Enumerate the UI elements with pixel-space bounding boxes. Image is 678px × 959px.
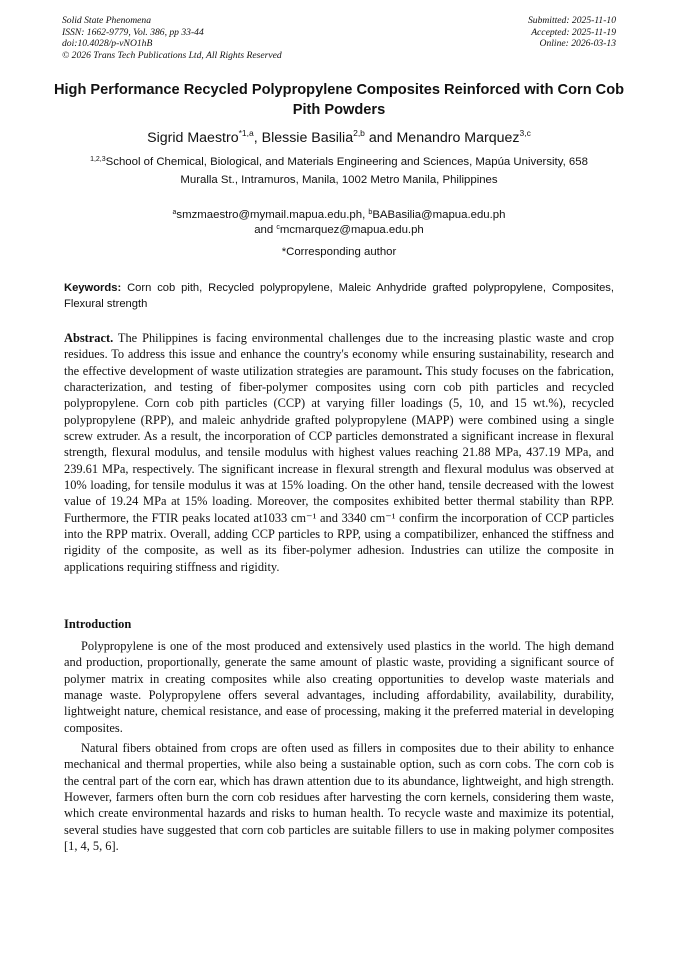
paragraph: Polypropylene is one of the most produced and extensively used plastics in the world. The high demand and production, proportionally, generate the same amount of plastic waste, providing a significant source of polymer matrix in creating composites while also creating opportunities to develop waste materials and manage waste. Polypropylene offers several advantages, including affordability, availability, durability, lightweight nature, chemical resistance, and ease of processing, making it the preferred material in developing composites. (64, 639, 614, 735)
journal-doi[interactable]: doi:10.4028/p-vNO1hB (62, 38, 153, 50)
abstract-label: Abstract. (64, 331, 114, 345)
email-address[interactable]: smzmaestro@mymail.mapua.edu.ph, (176, 209, 369, 221)
journal-issn: ISSN: 1662-9779, Vol. 386, pp 33-44 (62, 26, 204, 38)
author-name: Sigrid Maestro (147, 130, 239, 146)
corresponding-author-note: *Corresponding author (281, 246, 397, 258)
affiliation-mark: 1,2,3 (90, 156, 106, 163)
author-name: Menandro Marquez (396, 130, 520, 146)
author-list (40, 128, 638, 148)
email-conjunction: and (254, 223, 277, 236)
journal-info (62, 15, 282, 61)
author-emails (60, 208, 618, 237)
abstract-text: This study focuses on the fabrication, characterization, and testing of fiber-polymer composites using corn cob pith particles and recycled polypropylene. Corn cob pith particles (CCP) at varying filler loadings (5, 10, and 15 wt.%), recycled polypropylene (RPP), and maleic anhydride grafted polypropylene (MAPP) were combined using a single screw extruder. As a result, the incorporation of CCP particles demonstrated a significant increase in flexural strength, flexural modulus, and tensile modulus with highest values reaching 21.88 MPa, 437.19 MPa, and 239.61 MPa, respectively. The significant increase in flexural strength and flexural modulus was observed at 10% loading, for tensile modulus it was at 15% loading. On the other hand, tensile decreased with the lowest value of 19.24 MPa at 15% loading. Moreover, the composites exhibited better thermal stability than RPP. Furthermore, the FTIR peaks located at1033 cm⁻¹ and 3340 cm⁻¹ confirm the incorporation of CCP particles into the RPP matrix. Overall, adding CCP particles to RPP, using a compatibilizer, enhanced the stiffness and rigidity of the composite, as well as its fiber-polymer adhesion. Industries can utilize the composite in applications requiring stiffness and rigidity. (64, 363, 614, 574)
date-online: Online: 2026-03-13 (539, 38, 616, 50)
author-name: Blessie Basilia (261, 130, 354, 146)
journal-name: Solid State Phenomena (62, 15, 151, 26)
affiliation (80, 154, 598, 189)
date-accepted: Accepted: 2025-11-19 (531, 26, 616, 38)
email-mark: b (368, 209, 373, 216)
email-address[interactable]: BABasilia@mapua.edu.ph (372, 209, 506, 221)
keywords-label: Keywords: (64, 282, 122, 294)
affiliation-text: School of Chemical, Biological, and Materials Engineering and Sciences, Mapúa University, 658 Muralla St., Intramuros, Manila, 1002 Metro Manila, Philippines (105, 156, 588, 186)
abstract (64, 330, 614, 575)
author-affiliation-mark: 3,c (519, 128, 531, 138)
paragraph: Natural fibers obtained from crops are often used as fillers in composites due to their ability to enhance mechanical and thermal properties, while also being a sustainable option, such as corn cobs. The corn cob is the central part of the corn ear, which has drawn attention due to its abundance, lightweight, and high strength. However, farmers often burn the corn cob residues after harvesting the corn kernels, considering them waste, which create environmental hazards and risks to human health. To recycle waste and maximize its potential, several studies have suggested that corn cob particles are suitable fillers to use in making polymer composites [1, 4, 5, 6]. (64, 741, 614, 854)
journal-copyright: © 2026 Trans Tech Publications Ltd, All Rights Reserved (62, 49, 282, 61)
journal-header (62, 15, 616, 65)
date-submitted: Submitted: 2025-11-10 (527, 15, 616, 26)
abstract-text: The Philippines is facing environmental challenges due to the increasing plastic waste and crop residues. To address this issue and enhance the country's economy while ensuring sustainability, research and the effective development of waste utilization strategies are paramount (64, 331, 614, 378)
section-heading-introduction: Introduction (64, 617, 132, 631)
author-separator: and (364, 130, 397, 146)
publication-dates (528, 15, 616, 50)
author-affiliation-mark: *1,a (238, 128, 254, 138)
paper-title: High Performance Recycled Polypropylene Composites Reinforced with Corn Cob Pith Powders (53, 82, 625, 118)
introduction-body (64, 638, 614, 858)
keywords (64, 281, 614, 312)
email-mark: a (172, 209, 177, 216)
abstract-bold-period: . (418, 363, 423, 378)
author-separator: , (253, 130, 262, 146)
keywords-text: Corn cob pith, Recycled polypropylene, Maleic Anhydride grafted polypropylene, Composites, Flexural strength (64, 282, 614, 310)
author-affiliation-mark: 2,b (353, 128, 365, 138)
email-mark: c (276, 223, 280, 231)
email-address[interactable]: mcmarquez@mapua.edu.ph (279, 223, 424, 236)
